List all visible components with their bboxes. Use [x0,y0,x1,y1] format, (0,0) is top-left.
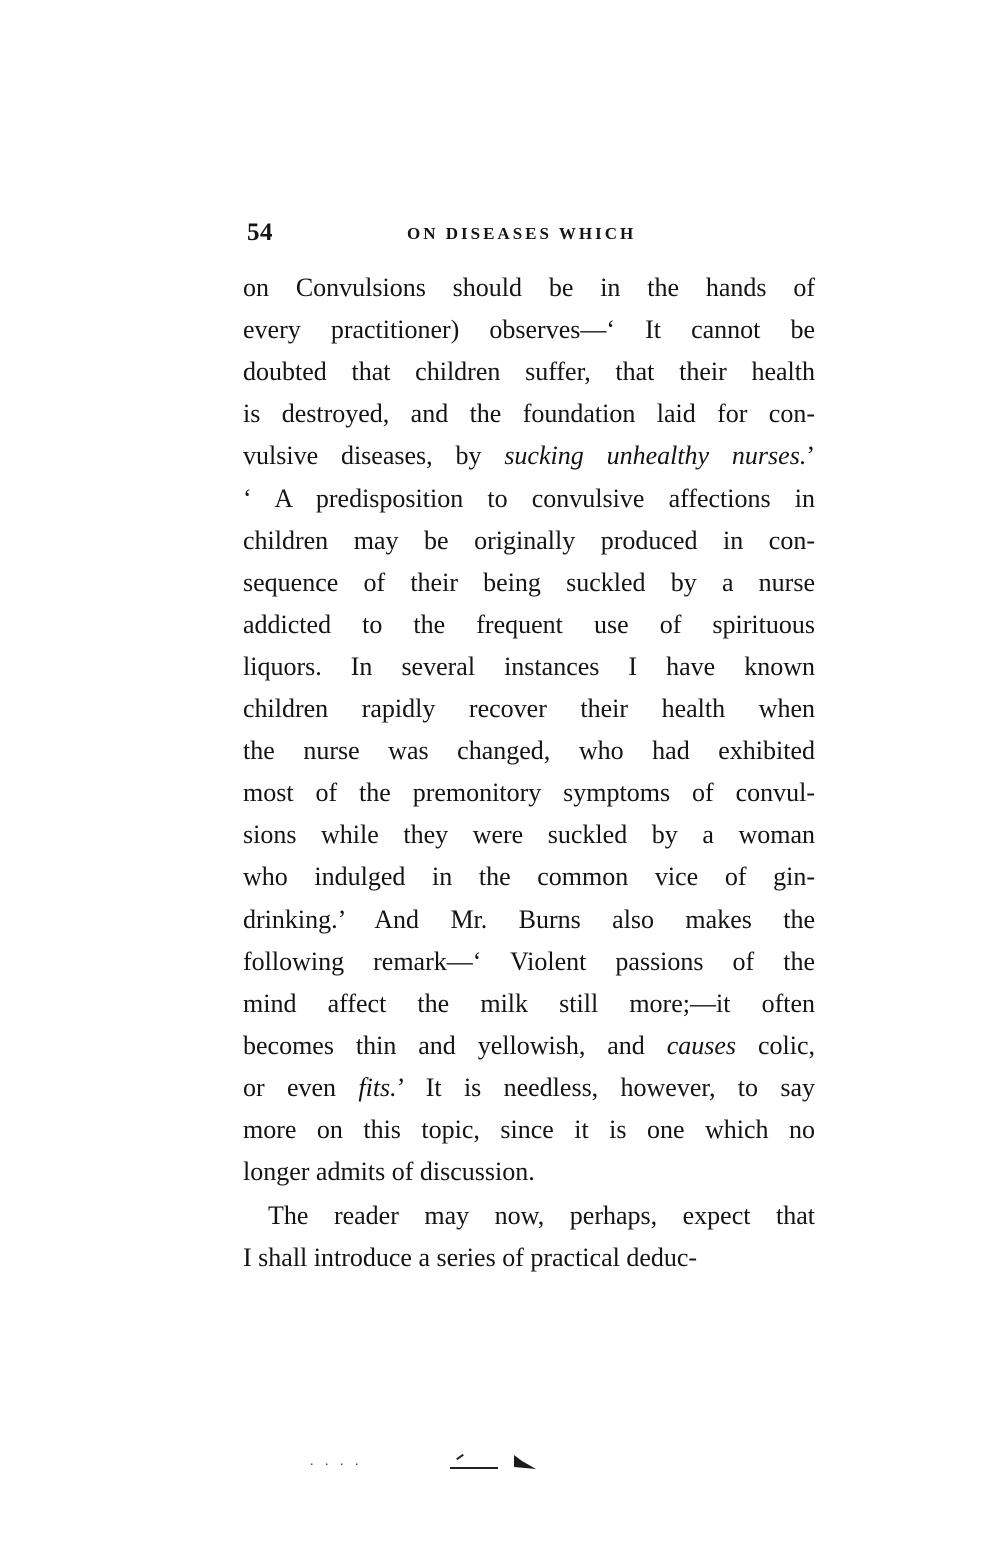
text-line [243,565,815,601]
text-line [243,733,815,769]
text-segment: or even [243,1072,359,1102]
text-line [243,270,815,306]
text-line [243,1028,815,1064]
italic-text: causes [666,1030,737,1060]
text-line [243,1154,815,1190]
italic-text: fits. [358,1072,397,1102]
text-segment: ‘ A predisposition to convulsive affections in [243,483,815,513]
text-line [243,817,815,853]
page-number: 54 [247,219,273,246]
text-segment: the nurse was changed, who had exhibited [243,736,815,766]
text-segment: vulsive diseases, by [243,441,505,471]
text-segment: drinking.’ And Mr. Burns also makes the [243,904,815,934]
text-line [268,1198,815,1234]
text-segment: I shall introduce a series of practical deduc- [243,1243,698,1273]
text-segment: sions while they were suckled by a woman [243,820,815,850]
text-segment: who indulged in the common vice of gin- [243,862,815,892]
text-line [243,523,815,559]
text-segment: longer admits of discussion. [243,1157,535,1187]
footer-tick-mark [456,1454,464,1460]
text-segment: every practitioner) observes—‘ It cannot be [243,315,815,345]
text-segment: mind affect the milk still more;—it often [243,988,815,1018]
text-segment: The reader may now, perhaps, expect that [268,1201,815,1231]
text-line [243,859,815,895]
text-line [243,312,815,348]
text-line [243,438,815,474]
text-segment: sequence of their being suckled by a nurse [243,567,815,597]
running-head [247,219,667,249]
text-line [243,354,815,390]
footer-arrow-mark [512,1453,538,1471]
text-segment: colic, [736,1030,815,1060]
footer-rule-mark [450,1467,498,1469]
text-line [243,1112,815,1148]
text-segment: is destroyed, and the foundation laid for con- [243,399,815,429]
text-segment: on Convulsions should be in the hands of [243,273,815,302]
text-segment: liquors. In several instances I have known [243,651,815,681]
text-line [243,396,815,432]
text-line [243,944,815,980]
text-line [243,1070,815,1106]
text-segment: following remark—‘ Violent passions of the [243,946,815,976]
text-line [243,691,815,727]
text-segment: children rapidly recover their health when [243,694,815,723]
text-line [243,986,815,1022]
text-segment: more on this topic, since it is one which no [243,1115,815,1144]
italic-text: sucking unhealthy nurses. [504,441,807,471]
text-segment: addicted to the frequent use of spirituous [243,609,815,639]
footer-printer-marks [300,1440,560,1480]
text-segment: ’ It is needless, however, to say [396,1072,815,1102]
text-segment: doubted that children suffer, that their health [243,357,815,387]
text-line [243,902,815,938]
text-line [243,1240,815,1276]
footer-dots: . . . . [310,1454,363,1469]
running-title: ON DISEASES WHICH [407,224,637,243]
text-segment: becomes thin and yellowish, and [243,1030,667,1060]
text-segment: ’ [806,441,815,471]
text-line [243,649,815,685]
text-segment: most of the premonitory symptoms of convul- [243,778,815,808]
text-line [243,481,815,517]
text-line [243,607,815,643]
text-line [243,775,815,811]
text-segment: children may be originally produced in con- [243,525,815,555]
